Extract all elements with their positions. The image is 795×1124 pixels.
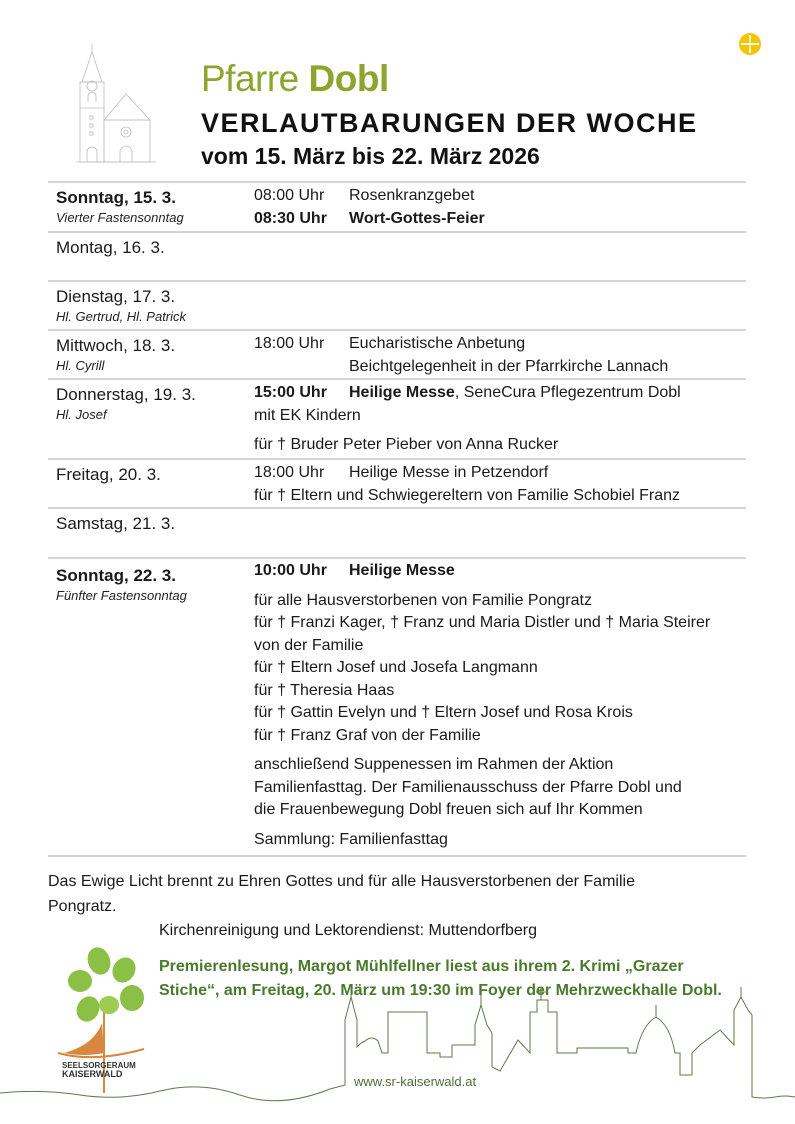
event-time: 18:00 Uhr xyxy=(254,464,325,481)
day-label: Sonntag, 15. 3. xyxy=(56,188,176,207)
intention-line: für † Theresia Haas xyxy=(254,681,395,699)
event-time: 08:30 Uhr xyxy=(254,209,327,227)
date-range: vom 15. März bis 22. März 2026 xyxy=(201,143,540,169)
event-time: 10:00 Uhr xyxy=(254,562,327,579)
intention-line: für † Franz Graf von der Familie xyxy=(254,726,481,744)
schedule-row-monday-16 xyxy=(48,231,746,280)
schedule-row-tuesday-17 xyxy=(48,280,746,329)
eternal-light-note xyxy=(48,869,635,919)
event-text: Beichtgelegenheit in der Pfarrkirche Lannach xyxy=(349,357,669,375)
schedule-row-wednesday-18 xyxy=(48,329,746,378)
announcement-line: anschließend Suppenessen im Rahmen der Aktion xyxy=(254,756,614,773)
day-label: Samstag, 21. 3. xyxy=(56,514,176,533)
cleaning-note: Kirchenreinigung und Lektorendienst: Muttendorfberg xyxy=(159,922,538,939)
day-label: Sonntag, 22. 3. xyxy=(56,566,176,585)
event-title: Heilige Messe xyxy=(349,562,455,579)
logo-line: SEELSORGERAUM xyxy=(62,1061,136,1070)
event-text: , SeneCura Pflegezentrum Dobl xyxy=(454,384,681,401)
event-text: Eucharistische Anbetung xyxy=(349,335,526,352)
promo-line: Stiche“, am Freitag, 20. März um 19:30 im Foyer der Mehrzweckhalle Dobl. xyxy=(159,982,722,999)
weekly-schedule xyxy=(48,181,746,857)
diocese-cross-icon xyxy=(739,33,761,55)
day-label: Donnerstag, 19. 3. xyxy=(56,385,196,404)
day-label: Mittwoch, 18. 3. xyxy=(56,336,176,355)
promo-line: Premierenlesung, Margot Mühlfellner liest aus ihrem 2. Krimi „Grazer xyxy=(159,958,684,975)
parish-title xyxy=(201,58,389,100)
schedule-row-sunday-22 xyxy=(48,557,746,857)
event-text: mit EK Kindern xyxy=(254,406,361,424)
intention-line: für † Franzi Kager, † Franz und Maria Distler und † Maria Steirer xyxy=(254,614,711,631)
intention-line: für † Eltern Josef und Josefa Langmann xyxy=(254,659,538,676)
event-time: 18:00 Uhr xyxy=(254,335,325,352)
intention-line: für † Bruder Peter Pieber von Anna Rucker xyxy=(254,436,559,453)
day-subtitle: Hl. Cyrill xyxy=(56,358,105,373)
day-subtitle: Hl. Josef xyxy=(56,407,107,422)
schedule-row-friday-20 xyxy=(48,458,746,507)
day-label: Freitag, 20. 3. xyxy=(56,465,161,484)
event-time: 15:00 Uhr xyxy=(254,384,327,401)
day-subtitle: Vierter Fastensonntag xyxy=(56,210,184,225)
event-time: 08:00 Uhr xyxy=(254,187,325,204)
day-label: Dienstag, 17. 3. xyxy=(56,287,176,306)
day-subtitle: Hl. Gertrud, Hl. Patrick xyxy=(56,309,187,324)
page-title: VERLAUTBARUNGEN DER WOCHE xyxy=(201,108,698,138)
event-line xyxy=(254,185,746,208)
note-line: Das Ewige Licht brennt zu Ehren Gottes und für alle Hausverstorbenen der Familie xyxy=(48,873,635,890)
schedule-row-thursday-19 xyxy=(48,378,746,458)
event-title: Heilige Messe xyxy=(349,384,455,401)
website-link[interactable]: www.sr-kaiserwald.at xyxy=(354,1074,477,1089)
event-line xyxy=(254,208,746,231)
church-drawing-icon xyxy=(76,44,156,166)
note-line: Pongratz. xyxy=(48,898,117,915)
parish-prefix: Pfarre xyxy=(201,58,299,99)
event-text: Heilige Messe in Petzendorf xyxy=(349,464,549,481)
event-text: Rosenkranzgebet xyxy=(349,187,475,204)
intention-line: von der Familie xyxy=(254,636,364,654)
schedule-row-sunday-15 xyxy=(48,181,746,231)
intention-line: für alle Hausverstorbenen von Familie Pongratz xyxy=(254,591,592,609)
intention-line: für † Eltern und Schwiegereltern von Familie Schobiel Franz xyxy=(254,486,680,504)
event-text: Wort-Gottes-Feier xyxy=(349,209,485,227)
announcement-line: die Frauenbewegung Dobl freuen sich auf Ihr Kommen xyxy=(254,801,643,818)
logo-line: KAISERWALD xyxy=(62,1069,123,1079)
intention-line: für † Gattin Evelyn und † Eltern Josef und Rosa Krois xyxy=(254,704,633,721)
collection-line: Sammlung: Familienfasttag xyxy=(254,830,448,848)
schedule-row-saturday-21 xyxy=(48,507,746,557)
city-skyline-graphic xyxy=(0,985,795,1110)
parish-name: Dobl xyxy=(308,58,389,99)
day-label: Montag, 16. 3. xyxy=(56,238,165,257)
announcement-line: Familienfasttag. Der Familienausschuss der Pfarre Dobl und xyxy=(254,778,682,796)
day-subtitle: Fünfter Fastensonntag xyxy=(56,588,187,603)
